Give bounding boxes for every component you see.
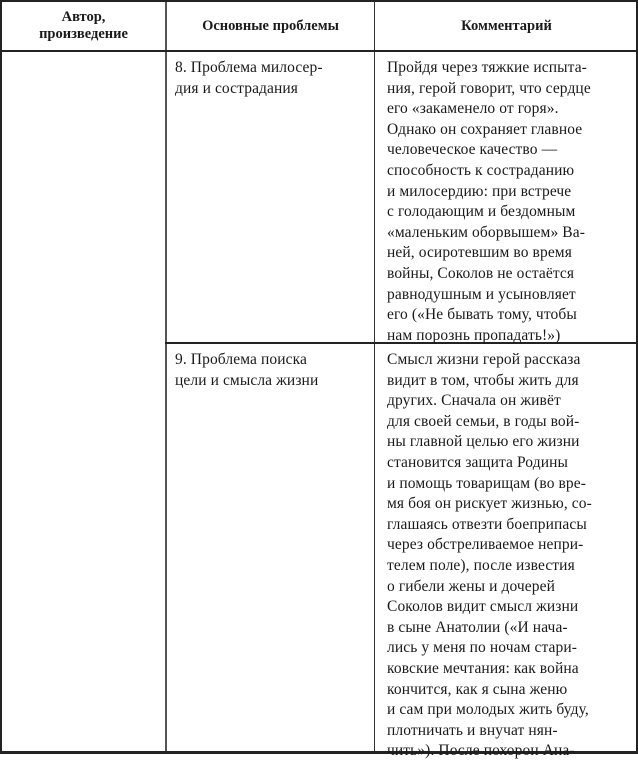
comment-text-line: мя боя он рискует жизнью, со- [387, 495, 592, 513]
comment-text-line: о гибели жены и дочерей [387, 577, 556, 595]
comment-text-line: других. Сначала он живёт [387, 392, 561, 410]
comment-text-line: становится защита Родины [387, 453, 569, 471]
column-divider [374, 2, 375, 751]
comment-text-line: видит в том, чтобы жить для [387, 371, 579, 389]
header-author-line: Автор, [61, 9, 106, 25]
comment-cell [387, 350, 637, 762]
comment-text-line: Смысл жизни герой рассказа [387, 351, 581, 368]
problem-cell [175, 350, 370, 391]
comment-text-line: для своей семьи, в годы вой- [387, 412, 580, 430]
comment-text-line: способность к состраданию [387, 161, 575, 179]
problem-text-line: цели и смысла жизни [175, 371, 319, 389]
comment-text-line: глашаясь отвезти боеприпасы [387, 515, 587, 533]
comment-text-line: его («Не бывать тому, чтобы [387, 306, 577, 324]
comment-text-line: человеческое качество — [387, 141, 558, 159]
header-divider [2, 50, 636, 52]
comment-text-line: лись у меня по ночам стари- [387, 639, 578, 657]
comment-text-line: кончится, как я сына женю [387, 680, 568, 698]
comment-text-line: плотничать и внучат нян- [387, 721, 558, 739]
comment-text-line: Пройдя через тяжкие испыта- [387, 59, 587, 76]
problem-cell [175, 58, 370, 99]
comment-text-line: и сам при молодых жить буду, [387, 701, 589, 719]
problem-text-line: 8. Проблема милосер- [175, 59, 323, 76]
comment-text-line: телем поле), после известия [387, 556, 575, 574]
comment-text-line: ковские мечтания: как война [387, 659, 579, 677]
comment-text-line: Соколов видит смысл жизни [387, 598, 579, 616]
comment-text-line: войны, Соколов не остаётся [387, 264, 575, 282]
comment-text-line: «маленьким оборвышем» Ва- [387, 223, 585, 241]
column-header-comment: Комментарий [461, 17, 552, 34]
comment-text-line: чить»). После похорон Ана- [387, 742, 575, 760]
comment-text-line: Однако он сохраняет главное [387, 120, 583, 138]
comment-cell [387, 58, 637, 346]
comment-text-line: ны главной целью его жизни [387, 433, 580, 451]
problem-text-line: 9. Проблема поиска [175, 351, 307, 368]
comment-text-line: ней, осиротевшим во время [387, 244, 572, 262]
comment-text-line: и помощь товарищам (во вре- [387, 474, 587, 492]
header-author-line: произведение [39, 26, 128, 42]
column-header-author [2, 2, 165, 50]
comment-text-line: в сыне Анатолии («И нача- [387, 618, 568, 636]
comment-text-line: нам порознь пропадать!») [387, 326, 561, 344]
comment-text-line: и милосердию: при встрече [387, 182, 572, 200]
comment-text-line: его «закаменело от горя». [387, 100, 559, 118]
column-divider [165, 2, 167, 751]
problem-text-line: дия и сострадания [175, 79, 299, 97]
comment-text-line: равнодушным и усыновляет [387, 285, 576, 303]
column-header-problems: Основные проблемы [202, 17, 339, 34]
comment-text-line: ния, герой говорит, что сердце [387, 79, 591, 97]
comment-text-line: с голодающим и бездомным [387, 203, 576, 221]
comment-text-line: через обстреливаемое непри- [387, 536, 584, 554]
